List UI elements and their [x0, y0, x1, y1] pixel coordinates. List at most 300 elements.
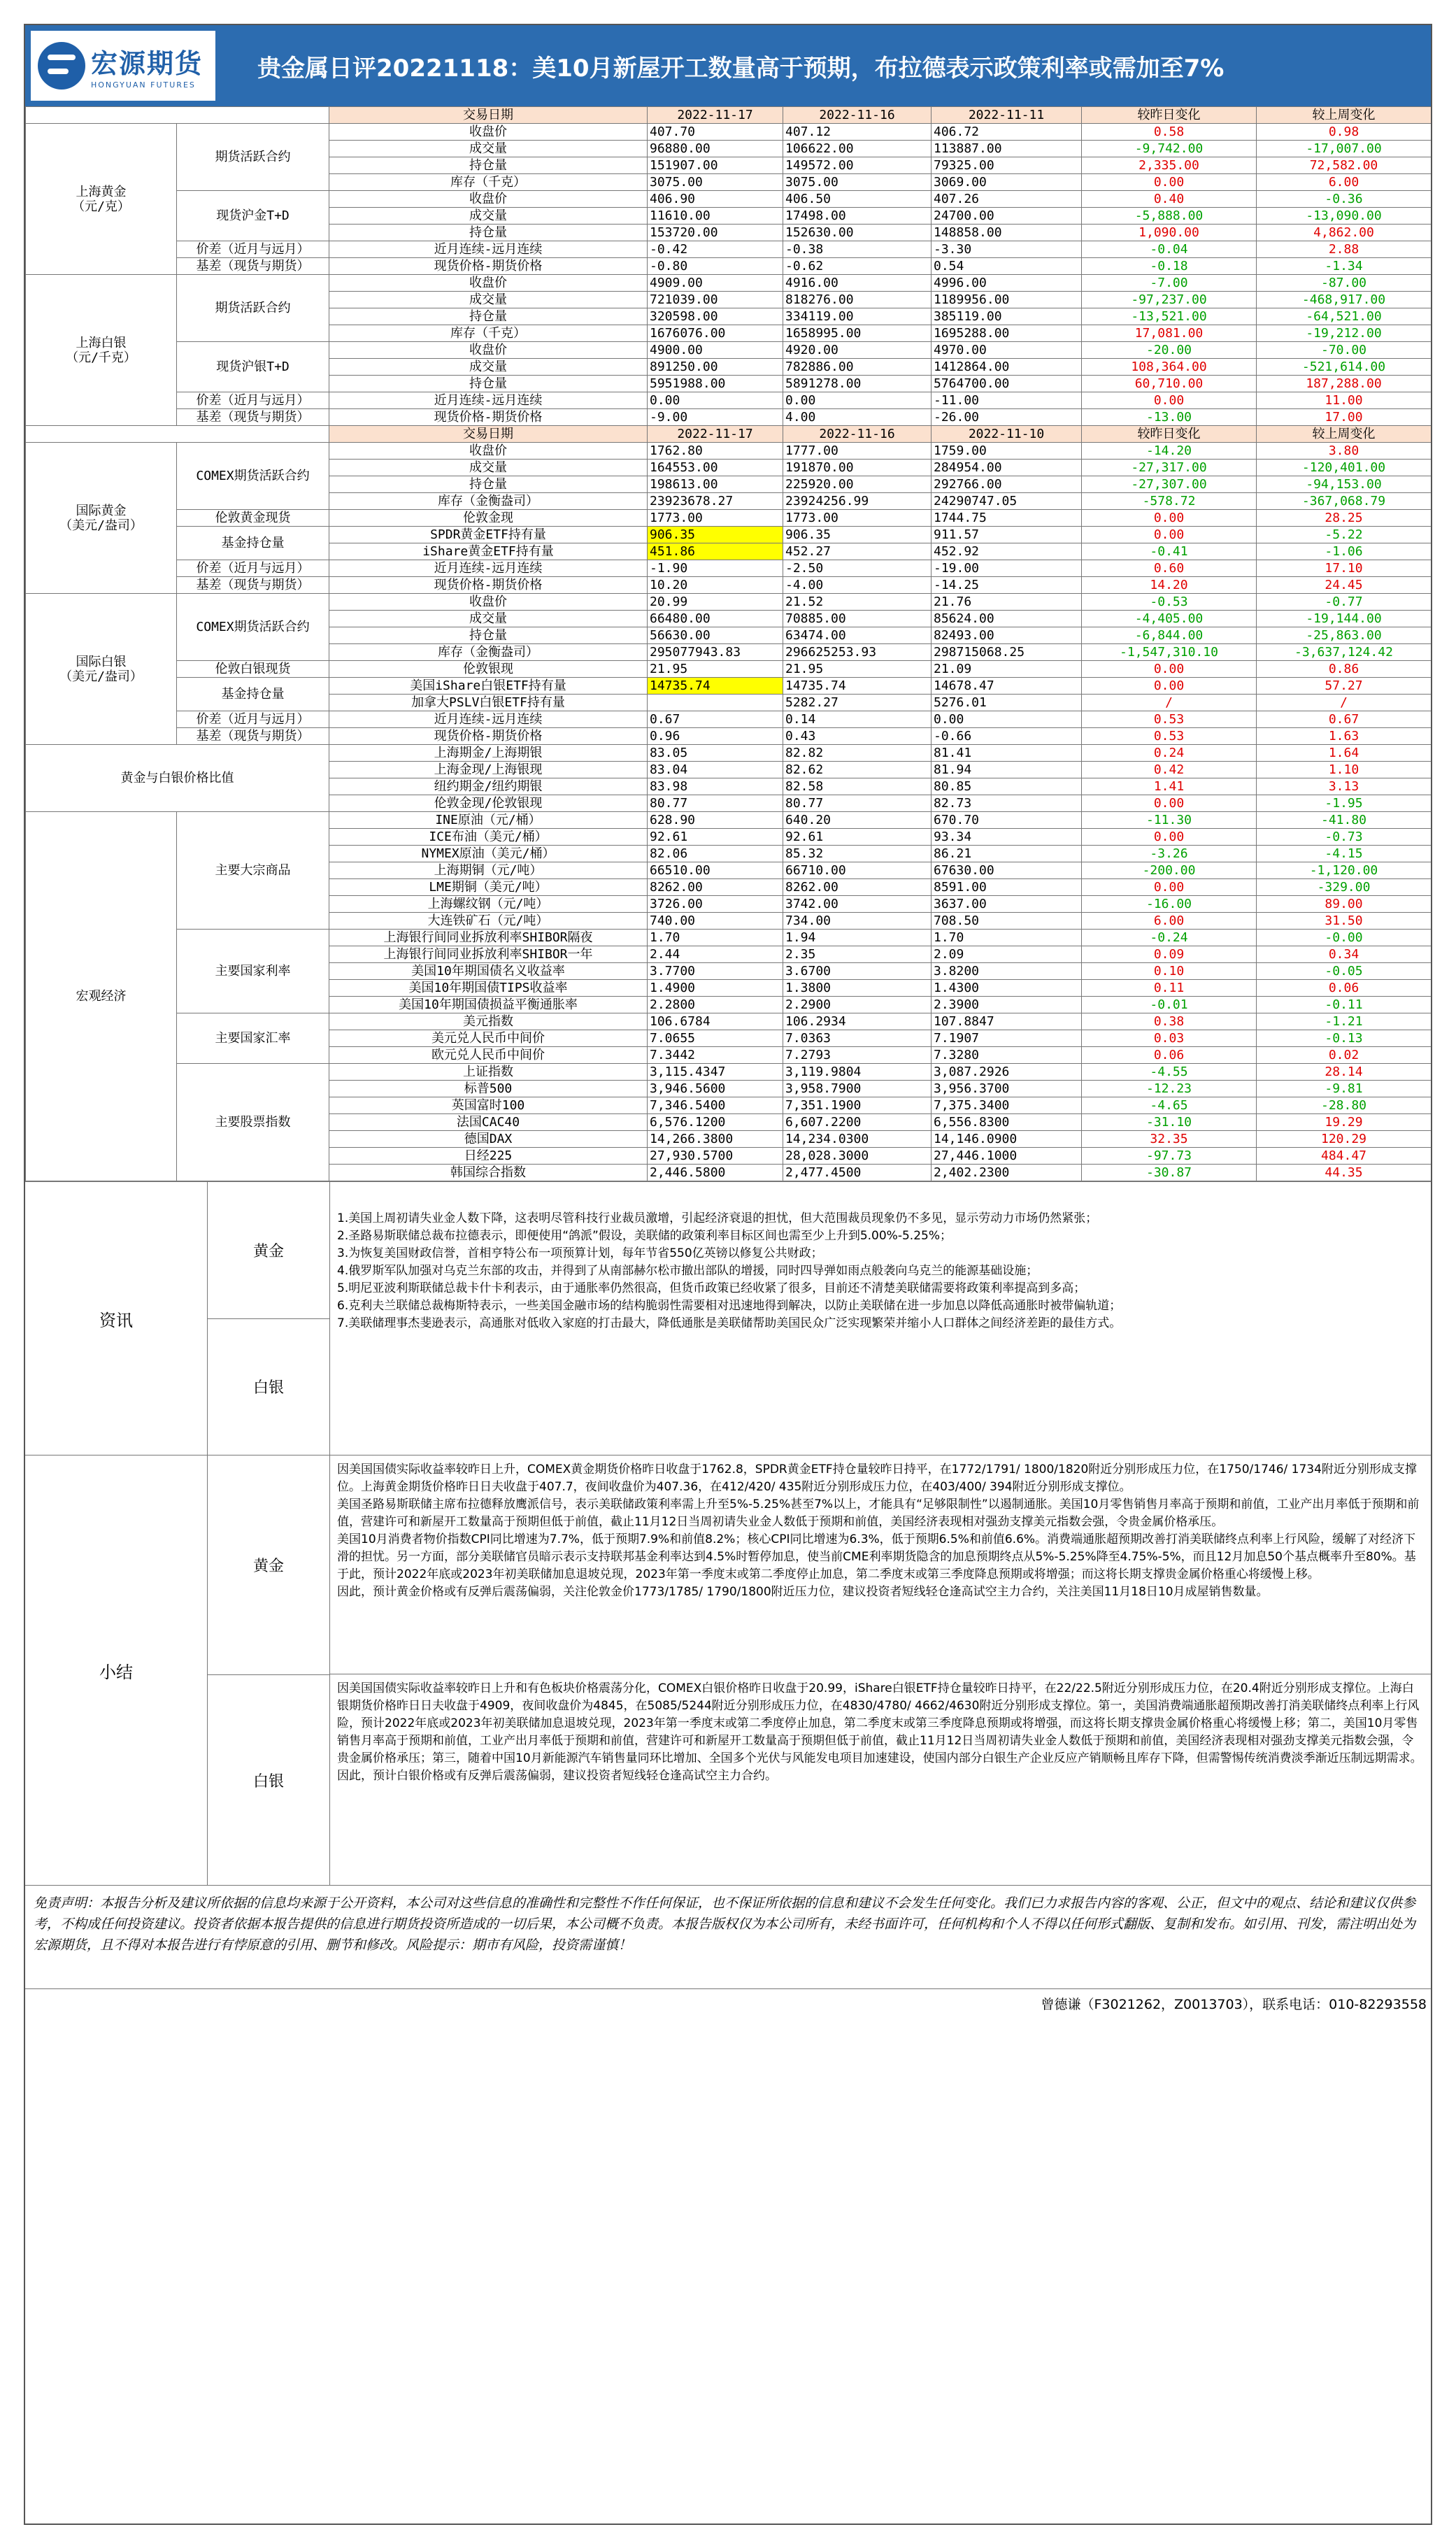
- news-item: 6.克利夫兰联储总裁梅斯特表示，一些美国金融市场的结构脆弱性需要相对迅速地得到解决，以防止美联储在进一步加息以降低高通胀时被带偏轨道；: [337, 1299, 1122, 1313]
- week-change-cell: -19,144.00: [1257, 611, 1432, 627]
- value-cell: 320598.00: [648, 308, 783, 325]
- row-label: 收盘价: [329, 124, 648, 141]
- row-label: 上海期铜（元/吨）: [329, 862, 648, 879]
- week-change-cell: -87.00: [1257, 275, 1432, 292]
- week-change-cell: 187,288.00: [1257, 376, 1432, 392]
- value-cell: 106.2934: [783, 1013, 932, 1030]
- value-cell: 20.99: [648, 594, 783, 611]
- column-header: 较昨日变化: [1082, 426, 1257, 443]
- row-label: 伦敦金现/伦敦银现: [329, 795, 648, 812]
- value-cell: 24290747.05: [932, 493, 1082, 510]
- day-change-cell: 0.00: [1082, 527, 1257, 543]
- day-change-cell: -7.00: [1082, 275, 1257, 292]
- subcategory-cell: 现货沪金T+D: [177, 191, 329, 241]
- day-change-cell: 108,364.00: [1082, 359, 1257, 376]
- row-label: SPDR黄金ETF持有量: [329, 527, 648, 543]
- week-change-cell: -25,863.00: [1257, 627, 1432, 644]
- week-change-cell: -4.15: [1257, 846, 1432, 862]
- value-cell: 82493.00: [932, 627, 1082, 644]
- summary-sub-gold: 黄金: [252, 1558, 284, 1575]
- day-change-cell: /: [1082, 695, 1257, 711]
- row-label: 收盘价: [329, 443, 648, 460]
- week-change-cell: -28.80: [1257, 1097, 1432, 1114]
- row-label: 近月连续-远月连续: [329, 241, 648, 258]
- row-label: 上海期金/上海期银: [329, 745, 648, 762]
- value-cell: 151907.00: [648, 157, 783, 174]
- week-change-cell: -0.05: [1257, 963, 1432, 980]
- row-label: 库存（千克）: [329, 174, 648, 191]
- summary-paragraph: 因美国国债实际收益率较昨日上升和有色板块价格震荡分化，COMEX白银价格昨日收盘于20.99，iShare白银ETF持仓量较昨日持平，在22/22.5附近分别形成压力位，在20.4附近分别形成支撑位。上海白银期货价格昨日日夫收盘于4909，夜间收盘价为4845，在5085/5244附近分别形成压力位，在4830/4780/ 4662/4630附近分别形成支撑位。第一，美国消费端通胀超预期改善打消美联储终点利率上行风险，预计2022年底或2023年初美联储加息退坡兑现，2023年第一季度末或第二季度停止加息，第二季度末或第三季度降息预期或将增强，而这将长期支撑贵金属价格重心将缓慢上移；第二，美国10月零售销售月率高于预期和前值，工业产出月率低于预期和前值，营建许可和新屋开工数量高于预期但低于前值，截止11月12日当周初请失业金人数低于预期和前值，美国经济表现相对强劲支撑美元指数会强，令贵金属价格承压；第三，随着中国10月新能源汽车销售量同环比增加、全国多个光伏与风能发电项目加速建设，使国内部分白银生产企业反应产销顺畅且库存下降，但需警惕传统消费淡季渐近压制远期需求。: [337, 1681, 1422, 1765]
- value-cell: 63474.00: [783, 627, 932, 644]
- value-cell: 6,576.1200: [648, 1114, 783, 1131]
- news-item: 4.俄罗斯军队加强对乌克兰东部的攻击，并得到了从南部赫尔松市撤出部队的增援，同时四导弹如雨点般袭向乌克兰的能源基础设施；: [337, 1264, 1039, 1278]
- week-change-cell: -64,521.00: [1257, 308, 1432, 325]
- logo-name-cn: 宏源期货: [91, 48, 204, 79]
- week-change-cell: -0.77: [1257, 594, 1432, 611]
- row-label: 持仓量: [329, 157, 648, 174]
- value-cell: 21.09: [932, 661, 1082, 678]
- day-change-cell: 0.00: [1082, 879, 1257, 896]
- day-change-cell: -4,405.00: [1082, 611, 1257, 627]
- value-cell: 4916.00: [783, 275, 932, 292]
- day-change-cell: 0.00: [1082, 510, 1257, 527]
- row-label: 成交量: [329, 292, 648, 308]
- row-label: 英国富时100: [329, 1097, 648, 1114]
- week-change-cell: -9.81: [1257, 1081, 1432, 1097]
- column-header: 2022-11-16: [783, 107, 932, 124]
- week-change-cell: -13,090.00: [1257, 208, 1432, 225]
- week-change-cell: 484.47: [1257, 1148, 1432, 1165]
- value-cell: 1189956.00: [932, 292, 1082, 308]
- value-cell: 740.00: [648, 913, 783, 930]
- value-cell: 6,607.2200: [783, 1114, 932, 1131]
- value-cell: 7,346.5400: [648, 1097, 783, 1114]
- value-cell: 7.2793: [783, 1047, 932, 1064]
- column-header: 2022-11-17: [648, 426, 783, 443]
- table-row: [26, 1013, 1432, 1030]
- value-cell: 3,087.2926: [932, 1064, 1082, 1081]
- day-change-cell: 0.58: [1082, 124, 1257, 141]
- day-change-cell: 0.53: [1082, 711, 1257, 728]
- value-cell: 721039.00: [648, 292, 783, 308]
- value-cell: 385119.00: [932, 308, 1082, 325]
- week-change-cell: -329.00: [1257, 879, 1432, 896]
- value-cell: [648, 695, 783, 711]
- week-change-cell: /: [1257, 695, 1432, 711]
- column-header: 较上周变化: [1257, 426, 1432, 443]
- week-change-cell: -521,614.00: [1257, 359, 1432, 376]
- day-change-cell: 6.00: [1082, 913, 1257, 930]
- week-change-cell: -1.95: [1257, 795, 1432, 812]
- value-cell: -1.90: [648, 560, 783, 577]
- value-cell: 225920.00: [783, 476, 932, 493]
- subcategory-cell: 价差（近月与远月）: [177, 241, 329, 258]
- value-cell: 14735.74: [783, 678, 932, 695]
- value-cell: 67630.00: [932, 862, 1082, 879]
- value-cell: 406.72: [932, 124, 1082, 141]
- value-cell: 3,115.4347: [648, 1064, 783, 1081]
- table-row: [26, 745, 1432, 762]
- row-label: NYMEX原油（美元/桶）: [329, 846, 648, 862]
- week-change-cell: -367,068.79: [1257, 493, 1432, 510]
- value-cell: 1.94: [783, 930, 932, 946]
- row-label: 上海金现/上海银现: [329, 762, 648, 778]
- row-label: iShare黄金ETF持有量: [329, 543, 648, 560]
- day-change-cell: -11.30: [1082, 812, 1257, 829]
- value-cell: -26.00: [932, 409, 1082, 426]
- value-cell: 1744.75: [932, 510, 1082, 527]
- value-cell: 2,446.5800: [648, 1165, 783, 1181]
- row-label: 库存（千克）: [329, 325, 648, 342]
- table-row: [26, 728, 1432, 745]
- value-cell: -14.25: [932, 577, 1082, 594]
- day-change-cell: 0.03: [1082, 1030, 1257, 1047]
- value-cell: 153720.00: [648, 225, 783, 241]
- day-change-cell: 0.40: [1082, 191, 1257, 208]
- table-row: [26, 527, 1432, 543]
- company-logo: [31, 31, 215, 101]
- value-cell: 14678.47: [932, 678, 1082, 695]
- week-change-cell: -19,212.00: [1257, 325, 1432, 342]
- day-change-cell: -27,307.00: [1082, 476, 1257, 493]
- value-cell: 1773.00: [783, 510, 932, 527]
- value-cell: 298715068.25: [932, 644, 1082, 661]
- category-cell: 上海白银 （元/千克）: [26, 275, 177, 426]
- week-change-cell: 17.10: [1257, 560, 1432, 577]
- column-header: 2022-11-10: [932, 426, 1082, 443]
- row-label: 美国iShare白银ETF持有量: [329, 678, 648, 695]
- day-change-cell: -0.41: [1082, 543, 1257, 560]
- value-cell: 1773.00: [648, 510, 783, 527]
- subcategory-cell: 价差（近月与远月）: [177, 560, 329, 577]
- week-change-cell: 0.02: [1257, 1047, 1432, 1064]
- value-cell: 3,946.5600: [648, 1081, 783, 1097]
- value-cell: 56630.00: [648, 627, 783, 644]
- day-change-cell: -97,237.00: [1082, 292, 1257, 308]
- day-change-cell: -0.01: [1082, 997, 1257, 1013]
- value-cell: -0.66: [932, 728, 1082, 745]
- week-change-cell: 0.86: [1257, 661, 1432, 678]
- value-cell: 451.86: [648, 543, 783, 560]
- week-change-cell: -120,401.00: [1257, 460, 1432, 476]
- news-item: 5.明尼亚波利斯联储总裁卡什卡利表示，由于通胀率仍然很高，但货币政策已经收紧了很多，目前还不清楚美联储需要将政策利率提高到多高；: [337, 1281, 1086, 1295]
- value-cell: 7,375.3400: [932, 1097, 1082, 1114]
- header-row: [26, 426, 1432, 443]
- value-cell: 670.70: [932, 812, 1082, 829]
- value-cell: 296625253.93: [783, 644, 932, 661]
- value-cell: 2.3900: [932, 997, 1082, 1013]
- row-label: 现货价格-期货价格: [329, 409, 648, 426]
- day-change-cell: 0.24: [1082, 745, 1257, 762]
- row-label: 成交量: [329, 359, 648, 376]
- week-change-cell: 3.80: [1257, 443, 1432, 460]
- value-cell: 906.35: [648, 527, 783, 543]
- row-label: 德国DAX: [329, 1131, 648, 1148]
- row-label: 成交量: [329, 611, 648, 627]
- value-cell: 3742.00: [783, 896, 932, 913]
- summary-paragraph: 美国圣路易斯联储主席布拉德释放鹰派信号，表示美联储政策利率需上升至5%-5.25%甚至7%以上，才能具有“足够限制性”以遏制通胀。美国10月零售销售月率高于预期和前值，工业产出月率低于预期和前值，营建许可和新屋开工数量高于预期但低于前值，截止11月12日当周初请失业金人数低于预期和前值，美国经济表现相对强劲支撑美元指数会强，令贵金属价格承压。: [337, 1497, 1420, 1529]
- table-row: [26, 812, 1432, 829]
- day-change-cell: 0.00: [1082, 678, 1257, 695]
- news-section: [25, 1181, 1431, 1455]
- value-cell: -9.00: [648, 409, 783, 426]
- week-change-cell: 44.35: [1257, 1165, 1432, 1181]
- report-page: [24, 24, 1432, 2525]
- row-label: 纽约期金/纽约期银: [329, 778, 648, 795]
- value-cell: 2,402.2300: [932, 1165, 1082, 1181]
- day-change-cell: 0.00: [1082, 829, 1257, 846]
- week-change-cell: -1.34: [1257, 258, 1432, 275]
- subcategory-cell: 主要大宗商品: [177, 812, 329, 930]
- value-cell: 3069.00: [932, 174, 1082, 191]
- value-cell: -2.50: [783, 560, 932, 577]
- day-change-cell: 0.00: [1082, 392, 1257, 409]
- row-label: 加拿大PSLV白银ETF持有量: [329, 695, 648, 711]
- value-cell: 92.61: [783, 829, 932, 846]
- week-change-cell: 72,582.00: [1257, 157, 1432, 174]
- row-label: 伦敦金现: [329, 510, 648, 527]
- summary-paragraph: 美国10月消费者物价指数CPI同比增速为7.7%，低于预期7.9%和前值8.2%；核心CPI同比增速为6.3%，低于预期6.5%和前值6.6%。消费端通胀超预期改善打消美联储终点利率上行风险，缓解了对经济下滑的担忧。另一方面，部分美联储官员暗示表示支持联邦基金利率达到4.5%时暂停加息，使当前CME利率期货隐含的加息预期终点从5%-5.25%降至4.75%-5%，而且12月加息50个基点概率升至80%。基于此，预计2022年底或2023年初美联储加息退坡兑现，2023年第一季度末或第二季度停止加息，第二季度末或第三季度降息预期或将增强；而这将长期支撑贵金属价格重心将缓慢上移。: [337, 1532, 1416, 1581]
- column-header: 交易日期: [329, 426, 648, 443]
- day-change-cell: -5,888.00: [1082, 208, 1257, 225]
- row-label: 持仓量: [329, 476, 648, 493]
- value-cell: 24700.00: [932, 208, 1082, 225]
- day-change-cell: 0.60: [1082, 560, 1257, 577]
- subcategory-cell: COMEX期货活跃合约: [177, 594, 329, 661]
- value-cell: 0.00: [932, 711, 1082, 728]
- subcategory-cell: 期货活跃合约: [177, 275, 329, 342]
- news-item: 3.为恢复美国财政信誉，首相亨特公布一项预算计划，每年节省550亿英镑以修复公共财政；: [337, 1246, 823, 1260]
- value-cell: 7.3442: [648, 1047, 783, 1064]
- value-cell: 5891278.00: [783, 376, 932, 392]
- day-change-cell: 0.06: [1082, 1047, 1257, 1064]
- row-label: 标普500: [329, 1081, 648, 1097]
- day-change-cell: -0.24: [1082, 930, 1257, 946]
- row-label: ICE布油（美元/桶）: [329, 829, 648, 846]
- subcategory-cell: 主要国家汇率: [177, 1013, 329, 1064]
- week-change-cell: -468,917.00: [1257, 292, 1432, 308]
- value-cell: 1777.00: [783, 443, 932, 460]
- value-cell: 3075.00: [648, 174, 783, 191]
- value-cell: 80.85: [932, 778, 1082, 795]
- row-label: 近月连续-远月连续: [329, 392, 648, 409]
- week-change-cell: -17,007.00: [1257, 141, 1432, 157]
- subcategory-cell: 基金持仓量: [177, 678, 329, 711]
- value-cell: 782886.00: [783, 359, 932, 376]
- value-cell: 2.09: [932, 946, 1082, 963]
- news-item: 2.圣路易斯联储总裁布拉德表示，即便使用“鸽派”假设，美联储的政策利率目标区间也需至少上升到5.00%-5.25%；: [337, 1229, 952, 1243]
- value-cell: 2.35: [783, 946, 932, 963]
- value-cell: 27,446.1000: [932, 1148, 1082, 1165]
- subcategory-cell: 期货活跃合约: [177, 124, 329, 191]
- value-cell: -0.38: [783, 241, 932, 258]
- column-header: 交易日期: [329, 107, 648, 124]
- table-row: [26, 241, 1432, 258]
- week-change-cell: 3.13: [1257, 778, 1432, 795]
- value-cell: 3,956.3700: [932, 1081, 1082, 1097]
- value-cell: 0.00: [648, 392, 783, 409]
- week-change-cell: -94,153.00: [1257, 476, 1432, 493]
- logo-icon: [38, 42, 85, 90]
- value-cell: 23923678.27: [648, 493, 783, 510]
- summary-gold-body: [330, 1456, 1431, 1674]
- week-change-cell: 19.29: [1257, 1114, 1432, 1131]
- value-cell: 149572.00: [783, 157, 932, 174]
- row-label: 上海银行间同业拆放利率SHIBOR隔夜: [329, 930, 648, 946]
- value-cell: 6,556.8300: [932, 1114, 1082, 1131]
- value-cell: 292766.00: [932, 476, 1082, 493]
- week-change-cell: 1.64: [1257, 745, 1432, 762]
- week-change-cell: 0.06: [1257, 980, 1432, 997]
- week-change-cell: 24.45: [1257, 577, 1432, 594]
- value-cell: 334119.00: [783, 308, 932, 325]
- subcategory-cell: 基金持仓量: [177, 527, 329, 560]
- value-cell: 106622.00: [783, 141, 932, 157]
- day-change-cell: 0.00: [1082, 661, 1257, 678]
- value-cell: 2,477.4500: [783, 1165, 932, 1181]
- row-label: 伦敦银现: [329, 661, 648, 678]
- value-cell: 4970.00: [932, 342, 1082, 359]
- week-change-cell: 6.00: [1257, 174, 1432, 191]
- value-cell: 3,958.7900: [783, 1081, 932, 1097]
- table-row: [26, 711, 1432, 728]
- day-change-cell: 14.20: [1082, 577, 1257, 594]
- table-row: [26, 392, 1432, 409]
- week-change-cell: 1.63: [1257, 728, 1432, 745]
- value-cell: 0.67: [648, 711, 783, 728]
- table-row: [26, 275, 1432, 292]
- value-cell: 8591.00: [932, 879, 1082, 896]
- value-cell: 85.32: [783, 846, 932, 862]
- value-cell: 14735.74: [648, 678, 783, 695]
- category-cell: 宏观经济: [26, 812, 177, 1181]
- week-change-cell: -5.22: [1257, 527, 1432, 543]
- row-label: 近月连续-远月连续: [329, 560, 648, 577]
- value-cell: 708.50: [932, 913, 1082, 930]
- value-cell: 5276.01: [932, 695, 1082, 711]
- value-cell: 295077943.83: [648, 644, 783, 661]
- value-cell: 8262.00: [648, 879, 783, 896]
- subcategory-cell: 现货沪银T+D: [177, 342, 329, 392]
- table-row: [26, 124, 1432, 141]
- row-label: 成交量: [329, 460, 648, 476]
- row-label: 库存（金衡盎司）: [329, 644, 648, 661]
- subcategory-cell: 价差（近月与远月）: [177, 711, 329, 728]
- day-change-cell: -27,317.00: [1082, 460, 1257, 476]
- table-row: [26, 443, 1432, 460]
- row-label: 持仓量: [329, 376, 648, 392]
- news-sub-gold: 黄金: [252, 1242, 284, 1260]
- row-label: LME期铜（美元/吨）: [329, 879, 648, 896]
- day-change-cell: -20.00: [1082, 342, 1257, 359]
- week-change-cell: -0.00: [1257, 930, 1432, 946]
- value-cell: 82.62: [783, 762, 932, 778]
- value-cell: 406.90: [648, 191, 783, 208]
- value-cell: 1759.00: [932, 443, 1082, 460]
- week-change-cell: -0.73: [1257, 829, 1432, 846]
- week-change-cell: 28.14: [1257, 1064, 1432, 1081]
- value-cell: 164553.00: [648, 460, 783, 476]
- week-change-cell: -1.21: [1257, 1013, 1432, 1030]
- value-cell: 96880.00: [648, 141, 783, 157]
- value-cell: 79325.00: [932, 157, 1082, 174]
- value-cell: 3.8200: [932, 963, 1082, 980]
- day-change-cell: -30.87: [1082, 1165, 1257, 1181]
- value-cell: 83.05: [648, 745, 783, 762]
- value-cell: 3.6700: [783, 963, 932, 980]
- value-cell: 4.00: [783, 409, 932, 426]
- value-cell: 0.96: [648, 728, 783, 745]
- subcategory-cell: 伦敦黄金现货: [177, 510, 329, 527]
- table-row: [26, 930, 1432, 946]
- value-cell: 107.8847: [932, 1013, 1082, 1030]
- day-change-cell: -0.53: [1082, 594, 1257, 611]
- row-label: 美国10年期国债损益平衡通胀率: [329, 997, 648, 1013]
- day-change-cell: 0.38: [1082, 1013, 1257, 1030]
- value-cell: 4909.00: [648, 275, 783, 292]
- row-label: 收盘价: [329, 594, 648, 611]
- value-cell: 906.35: [783, 527, 932, 543]
- value-cell: 1.3800: [783, 980, 932, 997]
- day-change-cell: -200.00: [1082, 862, 1257, 879]
- summary-silver-body: [330, 1674, 1431, 1885]
- column-header: 2022-11-11: [932, 107, 1082, 124]
- row-label: 现货价格-期货价格: [329, 728, 648, 745]
- value-cell: 21.52: [783, 594, 932, 611]
- value-cell: 452.92: [932, 543, 1082, 560]
- row-label: 大连铁矿石（元/吨）: [329, 913, 648, 930]
- table-row: [26, 1064, 1432, 1081]
- contact-footer: 曾德谦（F3021262，Z0013703），联系电话：010-82293558: [25, 1988, 1431, 2017]
- value-cell: 66710.00: [783, 862, 932, 879]
- value-cell: 66480.00: [648, 611, 783, 627]
- value-cell: 27,930.5700: [648, 1148, 783, 1165]
- blank-cell: [26, 426, 329, 443]
- value-cell: 891250.00: [648, 359, 783, 376]
- value-cell: 406.50: [783, 191, 932, 208]
- value-cell: 2.44: [648, 946, 783, 963]
- week-change-cell: -3,637,124.42: [1257, 644, 1432, 661]
- value-cell: 86.21: [932, 846, 1082, 862]
- category-cell: 国际白银 （美元/盎司）: [26, 594, 177, 745]
- value-cell: 4900.00: [648, 342, 783, 359]
- value-cell: 2.2800: [648, 997, 783, 1013]
- category-cell: 黄金与白银价格比值: [26, 745, 329, 812]
- value-cell: 14,266.3800: [648, 1131, 783, 1148]
- summary-paragraph: 因此，预计黄金价格或有反弹后震荡偏弱，关注伦敦金价1773/1785/ 1790/1800附近压力位，建议投资者短线轻仓逢高试空主力合约，关注美国11月18日10月成屋销售数量。: [337, 1585, 1269, 1599]
- value-cell: 21.95: [783, 661, 932, 678]
- subcategory-cell: 伦敦白银现货: [177, 661, 329, 678]
- value-cell: 11610.00: [648, 208, 783, 225]
- week-change-cell: 0.98: [1257, 124, 1432, 141]
- subcategory-cell: COMEX期货活跃合约: [177, 443, 329, 510]
- day-change-cell: -9,742.00: [1082, 141, 1257, 157]
- day-change-cell: 1.41: [1082, 778, 1257, 795]
- value-cell: 818276.00: [783, 292, 932, 308]
- value-cell: 4920.00: [783, 342, 932, 359]
- value-cell: 1695288.00: [932, 325, 1082, 342]
- week-change-cell: 1.10: [1257, 762, 1432, 778]
- category-cell: 国际黄金 （美元/盎司）: [26, 443, 177, 594]
- subcategory-cell: 基差（现货与期货）: [177, 577, 329, 594]
- value-cell: 4996.00: [932, 275, 1082, 292]
- summary-category: 小结: [25, 1456, 208, 1885]
- week-change-cell: -41.80: [1257, 812, 1432, 829]
- value-cell: 106.6784: [648, 1013, 783, 1030]
- value-cell: 80.77: [783, 795, 932, 812]
- summary-paragraph: 因美国国债实际收益率较昨日上升，COMEX黄金期货价格昨日收盘于1762.8，SPDR黄金ETF持仓量较昨日持平，在1772/1791/ 1800/1820附近分别形成压力位，在1750/1746/ 1734附近分别形成支撑位。上海黄金期货价格昨日日夫收盘于407.7，夜间收盘价为407.36，在412/420/ 435附近分别形成压力位，在403/400/ 394附近分别形成支撑位。: [337, 1462, 1417, 1494]
- week-change-cell: 2.88: [1257, 241, 1432, 258]
